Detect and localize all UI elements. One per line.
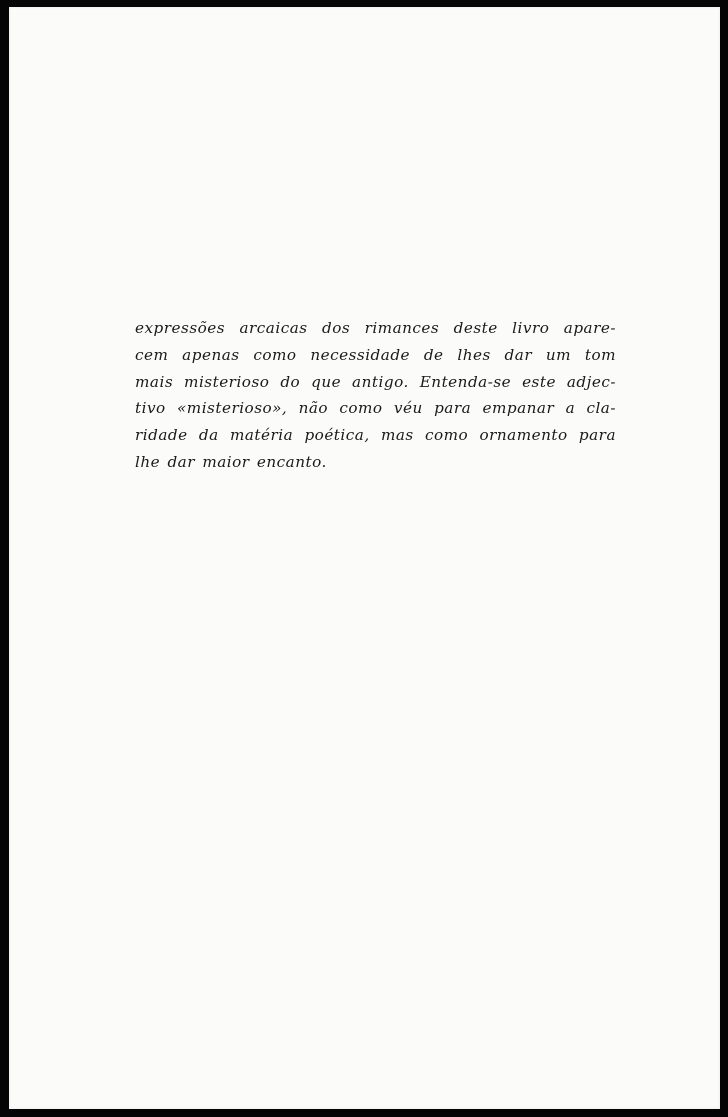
- text-line: lhe dar maior encanto.: [135, 452, 327, 471]
- text-line: ridade da matéria poética, mas como ornamento para: [135, 426, 616, 445]
- text-line: cem apenas como necessidade de lhes dar um tom: [135, 345, 616, 364]
- book-page: [9, 7, 720, 1109]
- body-paragraph: [135, 315, 616, 476]
- text-line: expressões arcaicas dos rimances deste livro apare-: [135, 319, 616, 337]
- text-line: tivo «misterioso», não como véu para empanar a cla-: [135, 399, 616, 418]
- text-line: mais misterioso do que antigo. Entenda-se este adjec-: [135, 372, 616, 391]
